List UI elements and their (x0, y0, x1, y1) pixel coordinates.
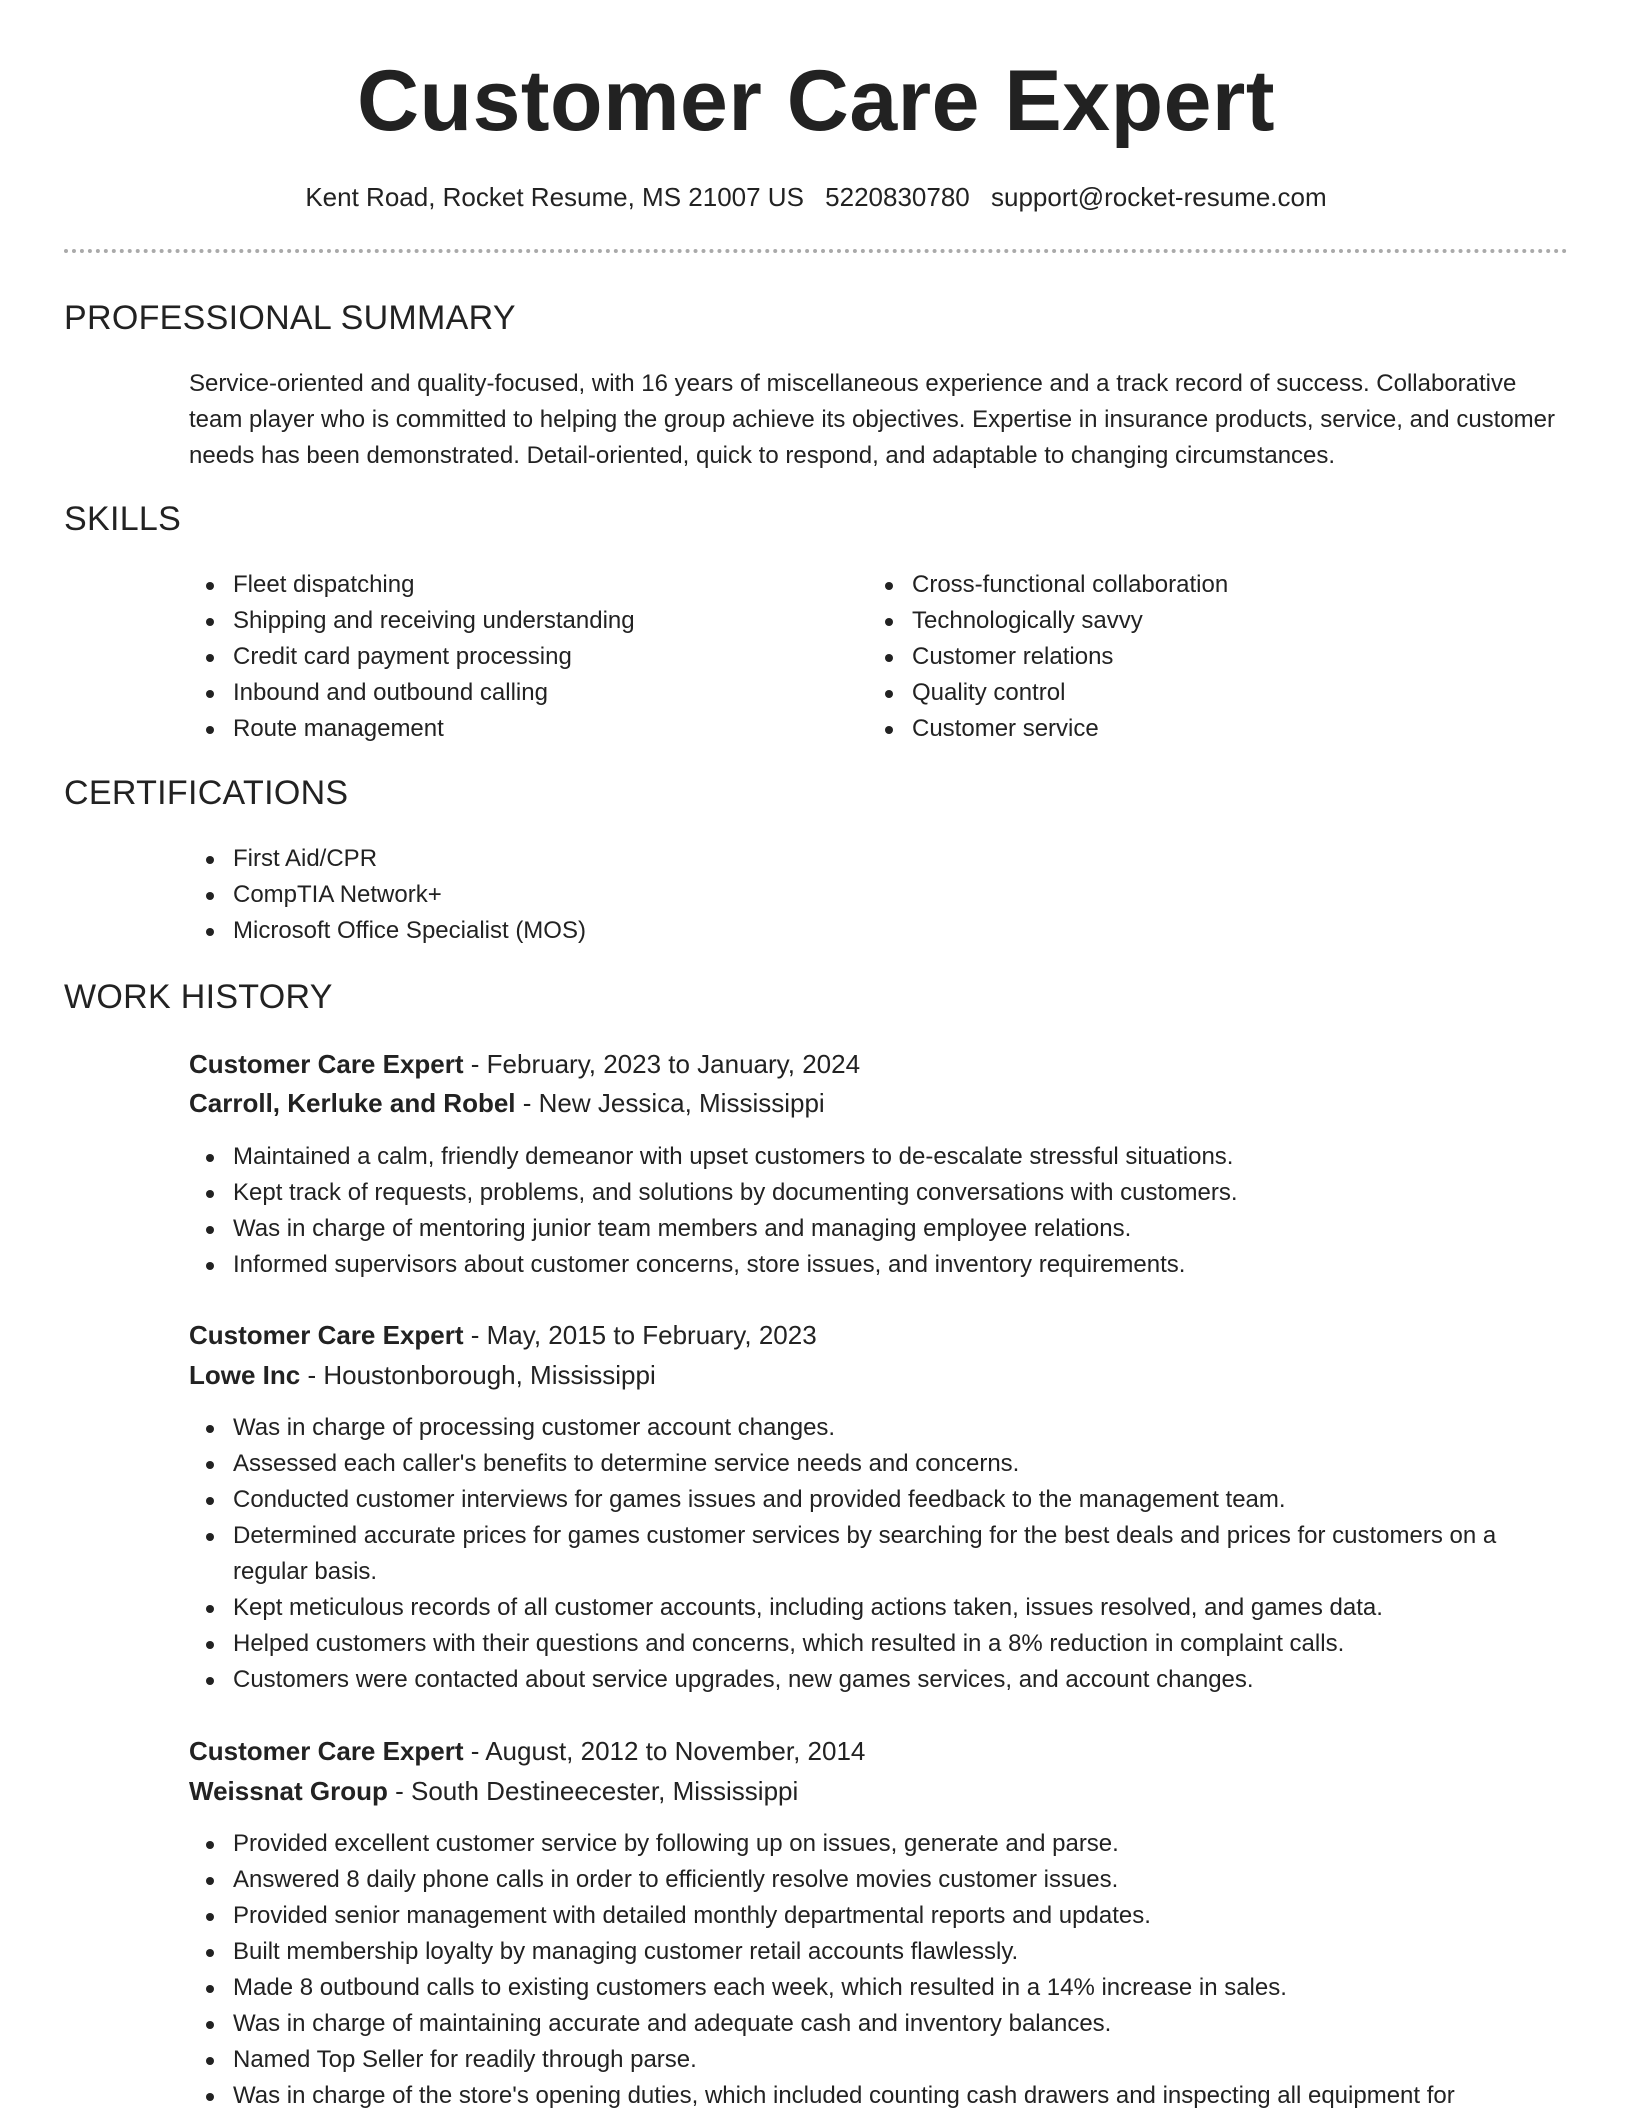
certification-item: Microsoft Office Specialist (MOS) (189, 913, 1569, 949)
job-title-line (189, 1733, 865, 1769)
job-location: - New Jessica, Mississippi (515, 1088, 825, 1118)
job-bullet: Answered 8 daily phone calls in order to efficiently resolve movies customer issues. (189, 1862, 1569, 1898)
job-dates: - August, 2012 to November, 2014 (463, 1736, 866, 1766)
job-location: - South Destineecester, Mississippi (387, 1776, 799, 1806)
job-bullets (189, 1410, 1569, 1698)
work-history-heading: WORK HISTORY (64, 978, 333, 1016)
job-bullet: Was in charge of the store's opening duties, which included counting cash drawers and inspecting all equipment for (189, 2078, 1569, 2112)
job-role: Customer Care Expert (189, 1049, 464, 1079)
job-bullet: Built membership loyalty by managing customer retail accounts flawlessly. (189, 1934, 1569, 1970)
job-bullet: Conducted customer interviews for games issues and provided feedback to the management team. (189, 1482, 1569, 1518)
skills-list-right (868, 567, 1508, 747)
job-company-line (189, 1085, 825, 1121)
job-company-line (189, 1773, 798, 1809)
certification-item: First Aid/CPR (189, 841, 1569, 877)
job-bullet: Determined accurate prices for games customer services by searching for the best deals and prices for customers on a regular basis. (189, 1518, 1569, 1590)
job-bullet: Was in charge of maintaining accurate and adequate cash and inventory balances. (189, 2006, 1569, 2042)
job-bullet: Helped customers with their questions and concerns, which resulted in a 8% reduction in complaint calls. (189, 1626, 1569, 1662)
job-bullet: Provided excellent customer service by following up on issues, generate and parse. (189, 1826, 1569, 1862)
skills-heading: SKILLS (64, 500, 182, 538)
skill-item: Customer relations (868, 639, 1508, 675)
skill-item: Technologically savvy (868, 603, 1508, 639)
job-dates: - May, 2015 to February, 2023 (463, 1320, 817, 1350)
job-bullets (189, 1139, 1569, 1283)
job-company: Lowe Inc (189, 1360, 301, 1390)
skill-item: Customer service (868, 711, 1508, 747)
summary-text: Service-oriented and quality-focused, with 16 years of miscellaneous experience and a track record of success. Collaborative team player who is committed to helping the group achieve its objectives. Expertise in insurance products, service, and customer needs has been demonstrated. Detail-oriented, quick to respond, and adaptable to changing circumstances. (189, 370, 1556, 469)
job-bullet: Kept meticulous records of all customer accounts, including actions taken, issues resolved, and games data. (189, 1590, 1569, 1626)
job-bullet: Kept track of requests, problems, and solutions by documenting conversations with customers. (189, 1175, 1569, 1211)
job-title-line (189, 1317, 817, 1353)
job-company-line (189, 1357, 656, 1393)
certifications-list (189, 841, 1569, 949)
skill-item: Inbound and outbound calling (189, 675, 829, 711)
job-bullet: Was in charge of processing customer account changes. (189, 1410, 1569, 1446)
job-company: Carroll, Kerluke and Robel (189, 1088, 516, 1118)
resume-name: Customer Care Expert (356, 53, 1276, 149)
job-bullet: Was in charge of mentoring junior team members and managing employee relations. (189, 1211, 1569, 1247)
job-role: Customer Care Expert (189, 1736, 464, 1766)
skills-list-left (189, 567, 829, 747)
job-bullet: Maintained a calm, friendly demeanor with upset customers to de-escalate stressful situations. (189, 1139, 1569, 1175)
job-location: - Houstonborough, Mississippi (300, 1360, 656, 1390)
certification-item: CompTIA Network+ (189, 877, 1569, 913)
skill-item: Shipping and receiving understanding (189, 603, 829, 639)
job-bullet: Informed supervisors about customer concerns, store issues, and inventory requirements. (189, 1247, 1569, 1283)
job-role: Customer Care Expert (189, 1320, 464, 1350)
contact-line (0, 182, 1632, 213)
contact-phone: 5220830780 (825, 182, 970, 212)
header-divider (64, 249, 1568, 253)
job-title-line (189, 1046, 860, 1082)
job-dates: - February, 2023 to January, 2024 (463, 1049, 861, 1079)
job-bullet: Customers were contacted about service upgrades, new games services, and account changes. (189, 1662, 1569, 1698)
job-bullets (189, 1826, 1569, 2112)
skill-item: Cross-functional collaboration (868, 567, 1508, 603)
certifications-heading: CERTIFICATIONS (64, 774, 349, 812)
skill-item: Quality control (868, 675, 1508, 711)
contact-email: support@rocket-resume.com (991, 182, 1327, 212)
skill-item: Fleet dispatching (189, 567, 829, 603)
skill-item: Credit card payment processing (189, 639, 829, 675)
skill-item: Route management (189, 711, 829, 747)
job-bullet: Provided senior management with detailed monthly departmental reports and updates. (189, 1898, 1569, 1934)
job-company: Weissnat Group (189, 1776, 388, 1806)
summary-heading: PROFESSIONAL SUMMARY (64, 299, 516, 337)
job-bullet: Named Top Seller for readily through parse. (189, 2042, 1569, 2078)
job-bullet: Made 8 outbound calls to existing customers each week, which resulted in a 14% increase in sales. (189, 1970, 1569, 2006)
job-bullet: Assessed each caller's benefits to determine service needs and concerns. (189, 1446, 1569, 1482)
contact-address: Kent Road, Rocket Resume, MS 21007 US (305, 182, 804, 212)
